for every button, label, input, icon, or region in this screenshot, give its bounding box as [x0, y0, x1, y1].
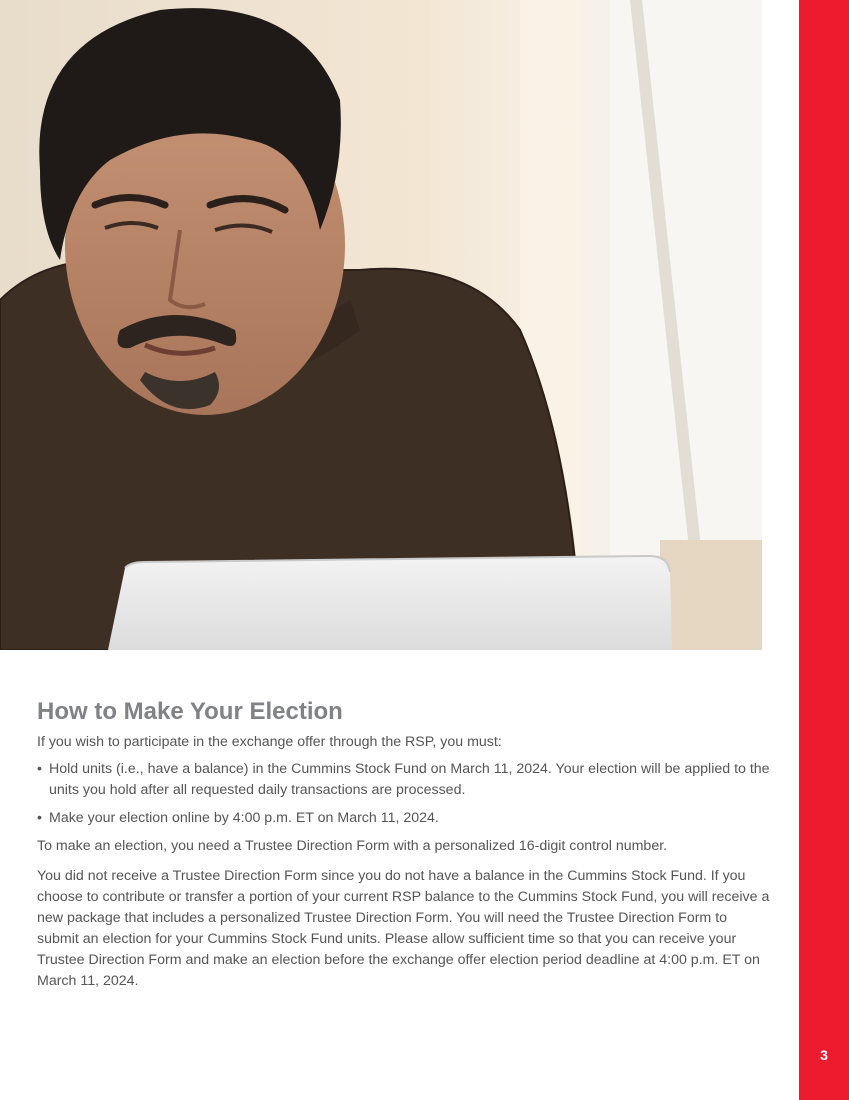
trustee-form-paragraph: You did not receive a Trustee Direction Form since you do not have a balance in the Cummins Stock Fund. If you choose to contribute or transfer a portion of your current RSP balance to the Cummins Stock Fund, you will receive a new package that includes a personalized Trustee Direction Form. You will need the Trustee Direction Form to submit an election for your Cummins Stock Fund units. Please allow sufficient time so that you can receive your Trustee Direction Form and make an election before the exchange offer election period deadline at 4:00 p.m. ET on March 11, 2024.: [37, 868, 770, 989]
page-number: 3: [820, 1047, 828, 1063]
section-heading: How to Make Your Election: [37, 698, 343, 725]
list-item: • Make your election online by 4:00 p.m. ET on March 11, 2024.: [37, 808, 772, 829]
intro-paragraph: If you wish to participate in the exchange offer through the RSP, you must:: [37, 734, 502, 750]
control-number-paragraph: To make an election, you need a Trustee Direction Form with a personalized 16-digit control number.: [37, 838, 668, 854]
article-section: [37, 697, 772, 1001]
red-side-bar: [799, 0, 849, 1100]
list-item: • Hold units (i.e., have a balance) in the Cummins Stock Fund on March 11, 2024. Your election will be applied to the units you hold after all requested daily transactions are processed.: [37, 759, 772, 801]
requirements-list: [37, 759, 772, 829]
